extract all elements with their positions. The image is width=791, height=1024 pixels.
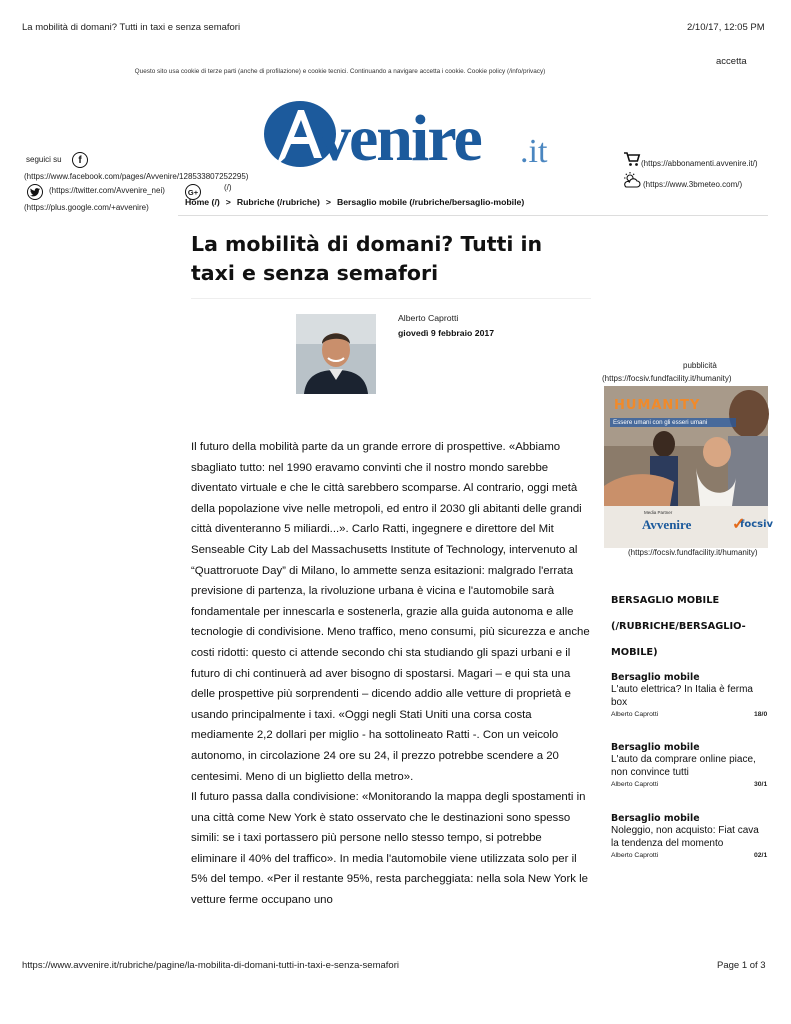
print-page-number: Page 1 of 3 (717, 960, 766, 971)
cart-icon[interactable] (624, 152, 640, 172)
article-date: giovedì 9 febbraio 2017 (398, 328, 495, 338)
site-logo[interactable] (258, 96, 568, 174)
sidebar-article-meta (611, 781, 791, 791)
print-timestamp: 2/10/17, 12:05 PM (687, 22, 765, 33)
sidebar-article-title[interactable]: non convince tutti (611, 766, 689, 778)
ad-link[interactable]: (https://focsiv.fundfacility.it/humanity) (602, 374, 732, 383)
article-title: La mobilità di domani? Tutti in taxi e senza semafori (191, 232, 543, 285)
sidebar-article-date: 30/1 (754, 781, 768, 788)
googleplus-icon[interactable]: G+ (185, 184, 201, 200)
svg-text:.it: .it (520, 133, 548, 170)
sidebar-heading[interactable] (611, 588, 781, 666)
avvenire-logo-graphic (258, 96, 568, 174)
print-url: https://www.avvenire.it/rubriche/pagine/la-mobilita-di-domani-tutti-in-taxi-e-senza-semafori (22, 960, 399, 971)
twitter-link[interactable]: (https://twitter.com/Avvenire_nei) (49, 186, 165, 195)
sidebar-heading-line: MOBILE) (611, 647, 658, 658)
sidebar-article-meta (611, 711, 791, 721)
author-avatar (296, 314, 376, 394)
social-label: seguici su (26, 155, 62, 164)
sidebar-article-title[interactable]: la tendenza del momento (611, 837, 724, 849)
sidebar-article-title[interactable]: Noleggio, non acquisto: Fiat cava (611, 825, 759, 836)
breadcrumb-rubriche[interactable]: Rubriche (/rubriche) (236, 197, 320, 207)
sidebar-article-title[interactable]: L'auto elettrica? In Italia è ferma (611, 684, 753, 695)
weather-icon[interactable] (622, 172, 642, 193)
ad-partner-label: Media Partner (644, 510, 673, 515)
author-photo (296, 314, 376, 394)
print-page-title: La mobilità di domani? Tutti in taxi e senza semafori (22, 22, 241, 33)
sidebar-article-title[interactable]: L'auto da comprare online piace, (611, 754, 756, 765)
sidebar-heading-line: (/RUBRICHE/BERSAGLIO- (611, 621, 746, 632)
home-link[interactable]: (/) (224, 183, 232, 192)
breadcrumb-separator: > (225, 197, 231, 207)
abbonamenti-link[interactable]: (https://abbonamenti.avvenire.it/) (641, 159, 758, 168)
sidebar-article-meta (611, 852, 791, 862)
twitter-icon[interactable] (27, 184, 43, 200)
ad-partner-logo: Avvenire (642, 517, 692, 532)
ad-banner[interactable] (604, 386, 774, 548)
sidebar-article-author: Alberto Caprotti (611, 781, 659, 788)
breadcrumb-section[interactable]: Bersaglio mobile (/rubriche/bersaglio-mobile) (336, 197, 525, 207)
breadcrumb (185, 197, 524, 207)
sidebar-article[interactable] (611, 813, 791, 862)
sidebar-article-author: Alberto Caprotti (611, 852, 659, 859)
svg-text:venire: venire (318, 102, 481, 175)
ad-tagline: Essere umani con gli esseri umani (610, 418, 736, 427)
cookie-notice: Questo sito usa cookie di terze parti (anche di profilazione) e cookie tecnici. Continuando a navigare accetta i cookie. Cookie policy (/info/privacy) (134, 68, 546, 75)
sidebar-article[interactable] (611, 672, 791, 721)
twitter-bird-glyph (30, 188, 40, 197)
sidebar-heading-line: BERSAGLIO MOBILE (611, 595, 720, 606)
article-paragraph: Il futuro passa dalla condivisione: «Monitorando la mappa degli spostamenti in una città come New York è stato osservato che le destinazioni sono spesso simili: se i taxi portassero più persone nello stesso tempo, si potrebbe eliminare il 40% del traffico». In media l'automobile viene utilizzata solo per il 5% del tempo. «Per il restante 95%, resta parcheggiata: nella sola New York le vetture ferme occupano uno (191, 791, 589, 907)
meteo-link[interactable]: (https://www.3bmeteo.com/) (643, 180, 743, 189)
facebook-link[interactable]: (https://www.facebook.com/pages/Avvenire/128533807252295) (24, 172, 249, 181)
article-paragraph: Il futuro della mobilità parte da un grande errore di prospettive. «Abbiamo sbagliato tutto: nel 1990 eravamo convinti che il nostro mondo sarebbe diventato virtuale e che le città sarebbero scomparse. Al contrario, oggi metà della popolazione vive nelle metropoli, ed entro il 2030 gli abitanti delle grandi città diventeranno 5 miliardi...». Carlo Ratti, ingegnere e direttore del Mit Senseable City Lab del Massachusetts Institute of Technology, intervenuto al “Quattroruote Day” di Milano, lo ammette senza esitazioni: malgrado l'errata previsione di partenza, la rivoluzione urbana è vicina e l'automobile sarà fondamentale per innescarla e sostenerla, grazie alla guida autonoma e alle tecnologie di condivisione. Meno traffico, meno consumi, più sicurezza e anche costi ridotti: questo ci attende secondo chi sta studiando gli spazi urbani e il futuro di chi continuerà ad aver bisogno di spostarsi. Magari – e qui sta una delle prospettive più sorprendenti – dicendo addio alle vetture di proprietà e usando principalmente i taxi. «Oggi negli Stati Uniti una corsa costa mediamente 2,2 dollari per miglio - ha sottolineato Ratti -. Con un veicolo autonomo, in circolazione 24 ore su 24, il prezzo potrebbe scendere a 20 centesimi. Meno di un biglietto della metro». (191, 441, 590, 783)
sidebar-article-author: Alberto Caprotti (611, 711, 659, 718)
ad-label: pubblicità (683, 361, 717, 370)
cookie-accept-button[interactable]: accetta (716, 56, 747, 67)
cart-glyph (624, 152, 640, 167)
sidebar-article-category: Bersaglio mobile (611, 742, 700, 753)
divider (191, 298, 591, 299)
sidebar-article-date: 18/0 (754, 711, 768, 718)
breadcrumb-home[interactable]: Home (/) (185, 197, 220, 207)
sun-cloud-glyph (622, 172, 642, 188)
ad-brand: HUMANITY (614, 398, 701, 413)
sidebar-article[interactable] (611, 742, 791, 791)
breadcrumb-separator: > (325, 197, 331, 207)
sidebar-article-date: 02/1 (754, 852, 768, 859)
divider (178, 215, 768, 216)
checkmark-icon: ✓ (732, 516, 746, 533)
article-body (191, 437, 591, 911)
sidebar-article-title[interactable]: box (611, 696, 628, 708)
sidebar-article-category: Bersaglio mobile (611, 672, 700, 683)
facebook-icon[interactable]: f (72, 152, 88, 168)
article-author[interactable]: Alberto Caprotti (398, 313, 459, 323)
ad-link[interactable]: (https://focsiv.fundfacility.it/humanity) (628, 548, 758, 557)
ad-sponsor-logo: focsiv (740, 519, 774, 530)
sidebar-article-category: Bersaglio mobile (611, 813, 700, 824)
googleplus-link[interactable]: (https://plus.google.com/+avvenire) (24, 203, 149, 212)
